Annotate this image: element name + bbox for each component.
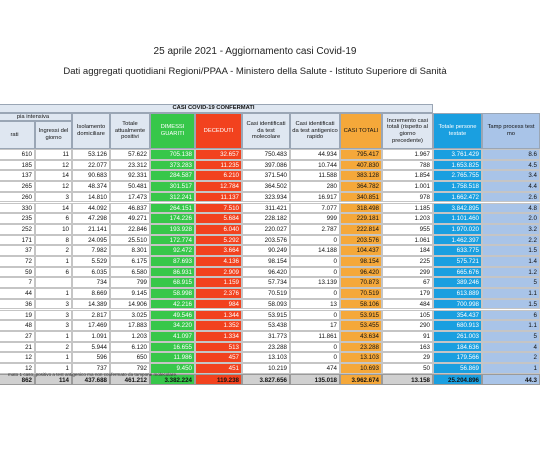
table-cell: 12 <box>35 160 72 171</box>
table-cell: 11.588 <box>290 170 340 181</box>
table-cell: 14.188 <box>290 245 340 256</box>
table-cell: 397.086 <box>242 160 290 171</box>
table-cell: 49.271 <box>110 213 150 224</box>
table-cell: 72 <box>0 256 35 267</box>
table-cell: 37 <box>0 245 35 256</box>
table-cell: 4.5 <box>482 160 540 171</box>
table-cell: 596 <box>72 352 110 363</box>
table-cell: 53.126 <box>72 149 110 160</box>
table-cell: 4.8 <box>482 203 540 214</box>
column-header: Tamp process test mo <box>482 113 540 149</box>
table-cell: 1.159 <box>195 277 242 288</box>
table-cell: 330 <box>0 203 35 214</box>
table-cell: 364.502 <box>242 181 290 192</box>
table-cell: 53.915 <box>340 310 382 321</box>
table-cell: 4.4 <box>482 181 540 192</box>
table-cell: 6 <box>35 213 72 224</box>
table-cell: 788 <box>382 160 433 171</box>
table-cell: 10.219 <box>242 363 290 374</box>
table-cell: 53.438 <box>242 320 290 331</box>
table-cell <box>35 277 72 288</box>
column-header: rati <box>0 121 35 149</box>
table-cell: 260 <box>0 192 35 203</box>
table-cell: 23.312 <box>110 160 150 171</box>
table-cell: 57.734 <box>242 277 290 288</box>
column-header: Incremento casi totali (rispetto al giorno precedente) <box>382 113 433 149</box>
table-cell: 613.889 <box>433 288 482 299</box>
table-cell: 0 <box>290 267 340 278</box>
table-cell: 91 <box>382 331 433 342</box>
table-cell: 407.830 <box>340 160 382 171</box>
table-cell: 70.519 <box>242 288 290 299</box>
column-header: DECEDUTI <box>195 113 242 149</box>
column-header: DIMESSI GUARITI <box>150 113 195 149</box>
table-cell: 184 <box>382 245 433 256</box>
table-cell: 1 <box>482 363 540 374</box>
table-cell: 96.420 <box>242 267 290 278</box>
table-cell: 389.246 <box>433 277 482 288</box>
table-cell: 799 <box>110 277 150 288</box>
table-cell: 1.758.518 <box>433 181 482 192</box>
table-cell: 792 <box>110 363 150 374</box>
column-header: Totale attualmente positivi <box>110 113 150 149</box>
table-cell: 9.450 <box>150 363 195 374</box>
table-cell: 13 <box>290 299 340 310</box>
table-cell: 373.283 <box>150 160 195 171</box>
table-cell: 57.622 <box>110 149 150 160</box>
table-cell: 3.761.429 <box>433 149 482 160</box>
table-cell: 1.653.825 <box>433 160 482 171</box>
table-cell: 1.967 <box>382 149 433 160</box>
table-cell: 44.092 <box>72 203 110 214</box>
table-cell: 179.566 <box>433 352 482 363</box>
table-cell: 383.128 <box>340 170 382 181</box>
table-cell: 261.003 <box>433 331 482 342</box>
table-cell: 2.909 <box>195 267 242 278</box>
table-cell: 23.288 <box>242 342 290 353</box>
totals-cell: 25.204.896 <box>433 374 482 385</box>
table-cell: 633.775 <box>433 245 482 256</box>
table-cell: 11.235 <box>195 160 242 171</box>
table-cell: 1.001 <box>382 181 433 192</box>
table-cell: 1.462.397 <box>433 235 482 246</box>
table-cell: 68.915 <box>150 277 195 288</box>
table-cell: 5.529 <box>72 256 110 267</box>
table-cell: 1 <box>35 256 72 267</box>
table-cell: 3 <box>35 192 72 203</box>
table-cell: 5.684 <box>195 213 242 224</box>
table-cell: 96.420 <box>340 267 382 278</box>
table-cell: 6.210 <box>195 170 242 181</box>
table-cell: 228.182 <box>242 213 290 224</box>
table-cell: 12 <box>0 352 35 363</box>
table-cell: 0 <box>290 352 340 363</box>
table-cell: 2 <box>35 342 72 353</box>
table-cell: 13.139 <box>290 277 340 288</box>
table-cell: 50 <box>382 363 433 374</box>
table-cell: 7 <box>0 277 35 288</box>
table-cell: 12 <box>35 181 72 192</box>
totals-cell: 135.018 <box>290 374 340 385</box>
table-cell: 705.138 <box>150 149 195 160</box>
table-cell: 184.636 <box>433 342 482 353</box>
totals-cell: 114 <box>35 374 72 385</box>
table-cell: 323.934 <box>242 192 290 203</box>
table-cell: 1 <box>35 288 72 299</box>
group-header: CASI COVID-19 CONFERMATI <box>0 104 433 113</box>
table-cell: 1.662.472 <box>433 192 482 203</box>
table-cell: 5.944 <box>72 342 110 353</box>
table-cell: 280 <box>290 181 340 192</box>
table-cell: 29 <box>382 352 433 363</box>
column-header: Ingressi del giorno <box>35 121 72 149</box>
table-cell: 2.817 <box>72 310 110 321</box>
table-cell: 12 <box>0 363 35 374</box>
table-cell: 44 <box>0 288 35 299</box>
table-cell: 53.915 <box>242 310 290 321</box>
table-cell: 0 <box>290 342 340 353</box>
table-cell: 999 <box>290 213 340 224</box>
table-cell: 0 <box>290 235 340 246</box>
table-cell: 16.655 <box>150 342 195 353</box>
table-cell: 6.580 <box>110 267 150 278</box>
table-cell: 3 <box>35 299 72 310</box>
table-cell: 978 <box>382 192 433 203</box>
table-cell: 58.093 <box>242 299 290 310</box>
table-cell: 222.814 <box>340 224 382 235</box>
table-cell: 7.077 <box>290 203 340 214</box>
table-cell: 50.481 <box>110 181 150 192</box>
table-cell: 3.842.895 <box>433 203 482 214</box>
table-cell: 1.1 <box>482 288 540 299</box>
table-cell: 8 <box>35 235 72 246</box>
table-cell: 58.106 <box>340 299 382 310</box>
table-cell: 6.035 <box>72 267 110 278</box>
table-cell: 10 <box>35 224 72 235</box>
table-cell: 41.097 <box>150 331 195 342</box>
subgroup-header: pia intensiva <box>0 113 72 121</box>
table-cell: 3.664 <box>195 245 242 256</box>
totals-cell: 461.212 <box>110 374 150 385</box>
table-cell: 203.576 <box>340 235 382 246</box>
table-cell: 734 <box>72 277 110 288</box>
table-cell: 21.141 <box>72 224 110 235</box>
table-cell: 3.025 <box>110 310 150 321</box>
table-cell: 252 <box>0 224 35 235</box>
table-cell: 14.810 <box>72 192 110 203</box>
table-cell: 174.226 <box>150 213 195 224</box>
table-cell: 2 <box>482 352 540 363</box>
table-cell: 1.203 <box>382 213 433 224</box>
table-cell: 27 <box>0 331 35 342</box>
table-cell: 311.421 <box>242 203 290 214</box>
table-cell: 14 <box>35 170 72 181</box>
table-cell: 42.216 <box>150 299 195 310</box>
table-cell: 49.546 <box>150 310 195 321</box>
table-cell: 11.861 <box>290 331 340 342</box>
table-cell: 1.344 <box>195 310 242 321</box>
table-cell: 17 <box>290 320 340 331</box>
table-cell: 0 <box>290 310 340 321</box>
table-cell: 21 <box>0 342 35 353</box>
table-cell: 0 <box>290 288 340 299</box>
table-cell: 48 <box>0 320 35 331</box>
table-cell: 5 <box>482 277 540 288</box>
table-cell: 474 <box>290 363 340 374</box>
table-cell: 5.292 <box>195 235 242 246</box>
table-cell: 1.2 <box>482 267 540 278</box>
table-cell: 340.851 <box>340 192 382 203</box>
table-cell: 1.061 <box>382 235 433 246</box>
table-cell: 17.473 <box>110 192 150 203</box>
table-cell: 2.376 <box>195 288 242 299</box>
column-header: Casi identificati da test molecolare <box>242 113 290 149</box>
table-cell: 47.298 <box>72 213 110 224</box>
table-cell: 457 <box>195 352 242 363</box>
table-cell: 680.913 <box>433 320 482 331</box>
table-cell: 299 <box>382 267 433 278</box>
column-header: CASI TOTALI <box>340 113 382 149</box>
table-cell: 16.917 <box>290 192 340 203</box>
table-cell: 2.6 <box>482 192 540 203</box>
table-cell: 46.837 <box>110 203 150 214</box>
table-cell: 22.077 <box>72 160 110 171</box>
table-cell: 1.1 <box>482 320 540 331</box>
table-cell: 2.765.755 <box>433 170 482 181</box>
table-cell: 58.998 <box>150 288 195 299</box>
table-cell: 25.510 <box>110 235 150 246</box>
table-cell: 6 <box>482 310 540 321</box>
table-cell: 70.873 <box>340 277 382 288</box>
table-cell: 312.241 <box>150 192 195 203</box>
table-cell: 44.934 <box>290 149 340 160</box>
table-cell: 265 <box>0 181 35 192</box>
totals-cell: 862 <box>0 374 35 385</box>
table-cell: 264.151 <box>150 203 195 214</box>
table-cell: 171 <box>0 235 35 246</box>
table-cell: 36 <box>0 299 35 310</box>
table-cell: 795.417 <box>340 149 382 160</box>
table-cell: 104.437 <box>340 245 382 256</box>
table-cell: 90.249 <box>242 245 290 256</box>
table-cell: 185 <box>0 160 35 171</box>
table-cell: 203.576 <box>242 235 290 246</box>
table-cell: 4 <box>482 342 540 353</box>
table-cell: 137 <box>0 170 35 181</box>
table-cell: 451 <box>195 363 242 374</box>
table-cell: 575.721 <box>433 256 482 267</box>
table-cell: 31.773 <box>242 331 290 342</box>
table-cell: 86.931 <box>150 267 195 278</box>
page-subtitle: Dati aggregati quotidiani Regioni/PPAA - Ministero della Salute - Istituto Superiore di Sanità <box>63 66 447 77</box>
table-cell: 4.136 <box>195 256 242 267</box>
table-cell: 59 <box>0 267 35 278</box>
table-cell: 1.101.460 <box>433 213 482 224</box>
table-cell: 665.676 <box>433 267 482 278</box>
table-cell: 24.095 <box>72 235 110 246</box>
table-cell: 13.103 <box>340 352 382 363</box>
table-cell: 163 <box>382 342 433 353</box>
table-cell: 8.669 <box>72 288 110 299</box>
table-cell: 1.334 <box>195 331 242 342</box>
table-cell: 318.498 <box>340 203 382 214</box>
table-cell: 14.906 <box>110 299 150 310</box>
table-cell: 98.154 <box>242 256 290 267</box>
table-cell: 56.869 <box>433 363 482 374</box>
table-cell: 484 <box>382 299 433 310</box>
table-cell: 1.4 <box>482 256 540 267</box>
table-cell: 2.2 <box>482 235 540 246</box>
column-header: Isolamento domiciliare <box>72 113 110 149</box>
table-cell: 2.787 <box>290 224 340 235</box>
table-cell: 8.6 <box>482 149 540 160</box>
table-cell: 8.301 <box>110 245 150 256</box>
table-cell: 290 <box>382 320 433 331</box>
table-cell: 301.517 <box>150 181 195 192</box>
table-cell: 737 <box>72 363 110 374</box>
table-cell: 1.854 <box>382 170 433 181</box>
table-cell: 98.154 <box>340 256 382 267</box>
table-cell: 650 <box>110 352 150 363</box>
table-cell: 193.928 <box>150 224 195 235</box>
table-cell: 172.774 <box>150 235 195 246</box>
table-cell: 90.683 <box>72 170 110 181</box>
table-cell: 1.352 <box>195 320 242 331</box>
table-cell: 11.986 <box>150 352 195 363</box>
table-cell: 1.970.020 <box>433 224 482 235</box>
table-cell: 10.744 <box>290 160 340 171</box>
table-cell: 34.220 <box>150 320 195 331</box>
table-cell: 9.145 <box>110 288 150 299</box>
table-cell: 750.483 <box>242 149 290 160</box>
totals-cell: 119.238 <box>195 374 242 385</box>
table-cell: 2 <box>35 245 72 256</box>
table-cell: 1.5 <box>482 245 540 256</box>
table-cell: 1 <box>35 352 72 363</box>
totals-cell: 3.382.224 <box>150 374 195 385</box>
table-cell: 92.472 <box>150 245 195 256</box>
table-cell: 229.181 <box>340 213 382 224</box>
table-cell: 3 <box>35 320 72 331</box>
table-cell: 19 <box>0 310 35 321</box>
table-cell: 3 <box>35 310 72 321</box>
table-cell: 105 <box>382 310 433 321</box>
table-cell: 67 <box>382 277 433 288</box>
table-cell: 220.027 <box>242 224 290 235</box>
table-cell: 364.782 <box>340 181 382 192</box>
totals-cell: 3.827.656 <box>242 374 290 385</box>
table-cell: 7.982 <box>72 245 110 256</box>
table-cell: 7.510 <box>195 203 242 214</box>
table-cell: 11.137 <box>195 192 242 203</box>
table-cell: 2.0 <box>482 213 540 224</box>
table-cell: 53.455 <box>340 320 382 331</box>
table-cell: 700.998 <box>433 299 482 310</box>
table-cell: 1.203 <box>110 331 150 342</box>
table-cell: 284.587 <box>150 170 195 181</box>
table-cell: 235 <box>0 213 35 224</box>
table-cell: 354.437 <box>433 310 482 321</box>
table-cell: 3.4 <box>482 170 540 181</box>
totals-cell: 13.158 <box>382 374 433 385</box>
table-cell: 6.040 <box>195 224 242 235</box>
table-cell: 1 <box>35 363 72 374</box>
page-title: 25 aprile 2021 - Aggiornamento casi Covid-19 <box>153 46 357 57</box>
table-cell: 6.120 <box>110 342 150 353</box>
column-header: Totale persone testate <box>433 113 482 149</box>
table-cell: 1 <box>35 331 72 342</box>
table-cell: 6 <box>35 267 72 278</box>
table-cell: 371.540 <box>242 170 290 181</box>
table-cell: 23.288 <box>340 342 382 353</box>
table-cell: 14 <box>35 203 72 214</box>
table-cell: 10.693 <box>340 363 382 374</box>
totals-cell: 3.962.674 <box>340 374 382 385</box>
table-cell: 14.389 <box>72 299 110 310</box>
table-cell: 610 <box>0 149 35 160</box>
table-cell: 43.634 <box>340 331 382 342</box>
footnote: mato 1 caso, positivo a test antigenico ma non confermato da tampone molecolare. <box>8 372 178 377</box>
table-cell: 92.331 <box>110 170 150 181</box>
column-header: Casi identificati da test antigenico rapido <box>290 113 340 149</box>
table-cell: 87.693 <box>150 256 195 267</box>
table-cell: 12.784 <box>195 181 242 192</box>
table-cell: 17.883 <box>110 320 150 331</box>
totals-cell: 44.3 <box>482 374 540 385</box>
table-cell: 70.519 <box>340 288 382 299</box>
table-cell: 6.175 <box>110 256 150 267</box>
table-cell: 984 <box>195 299 242 310</box>
table-cell: 955 <box>382 224 433 235</box>
group-header-spacer <box>433 104 540 113</box>
table-cell: 3.2 <box>482 224 540 235</box>
table-cell: 11 <box>35 149 72 160</box>
table-cell: 48.374 <box>72 181 110 192</box>
table-cell: 5 <box>482 331 540 342</box>
totals-cell: 437.688 <box>72 374 110 385</box>
table-cell: 32.657 <box>195 149 242 160</box>
table-cell: 17.469 <box>72 320 110 331</box>
table-cell: 179 <box>382 288 433 299</box>
table-cell: 513 <box>195 342 242 353</box>
table-cell: 0 <box>290 256 340 267</box>
table-cell: 1.5 <box>482 299 540 310</box>
table-cell: 13.103 <box>242 352 290 363</box>
table-cell: 1.185 <box>382 203 433 214</box>
table-cell: 1.091 <box>72 331 110 342</box>
table-cell: 225 <box>382 256 433 267</box>
table-cell: 22.846 <box>110 224 150 235</box>
